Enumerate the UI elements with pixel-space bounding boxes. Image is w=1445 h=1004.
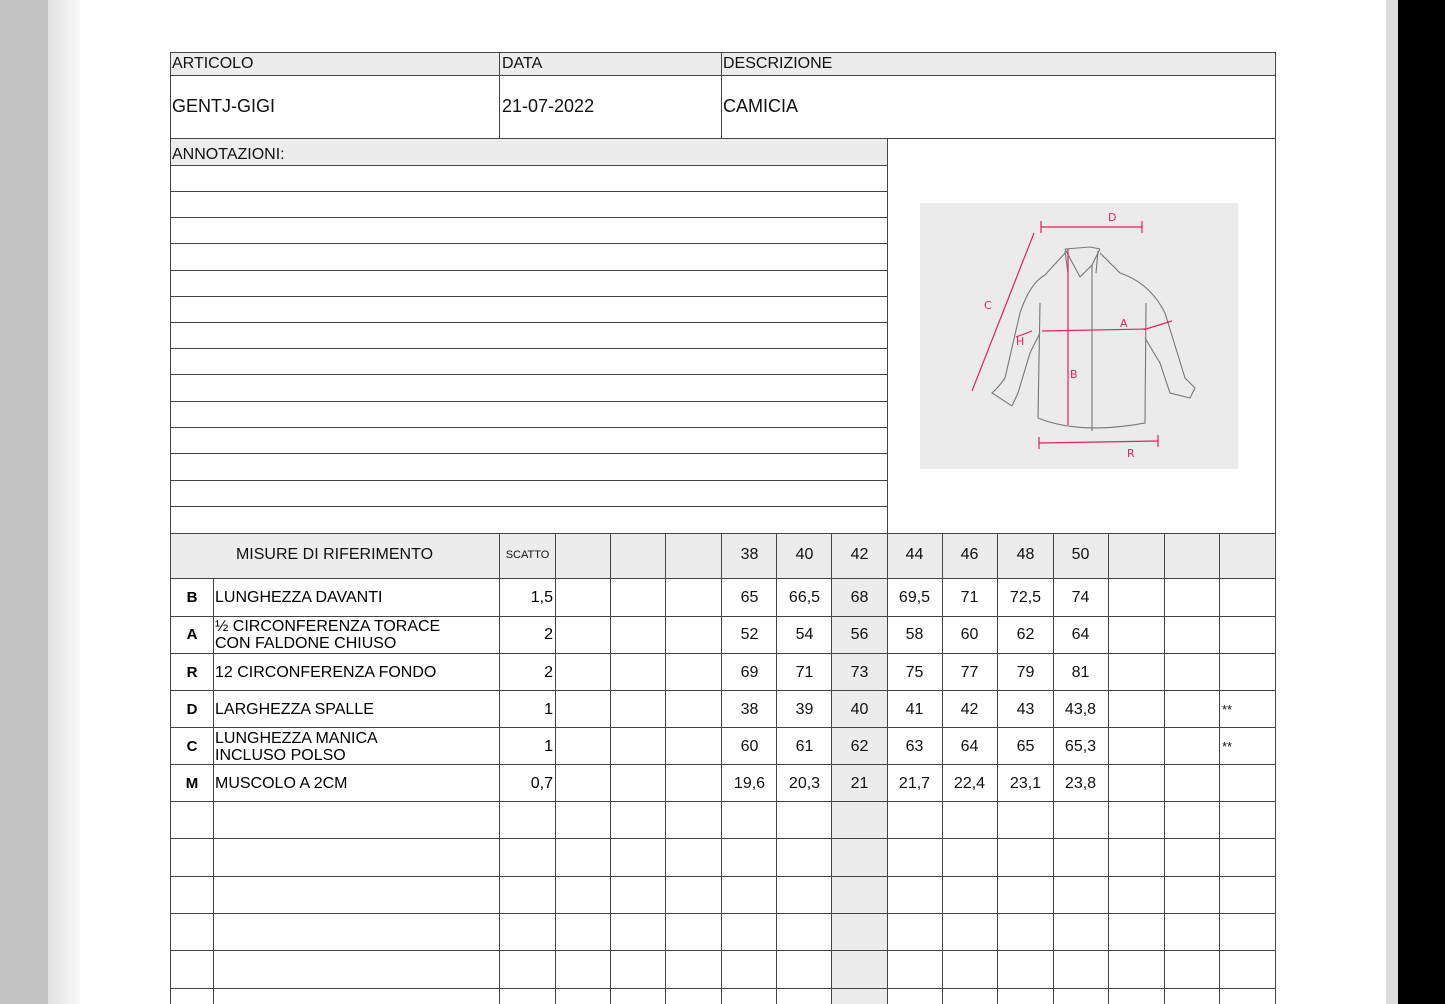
measure-value: 65 — [1016, 737, 1035, 755]
measure-value: 72,5 — [1009, 588, 1042, 606]
rule — [831, 533, 832, 1004]
measure-value: 54 — [795, 625, 814, 643]
annotation-line — [170, 374, 887, 375]
rule — [499, 533, 500, 1004]
rule — [170, 838, 1276, 839]
rule — [170, 913, 1276, 914]
measure-scatto: 1,5 — [530, 588, 553, 606]
annotation-line — [170, 270, 887, 271]
rule — [887, 138, 888, 533]
annotation-line — [170, 165, 887, 166]
rule — [170, 75, 1276, 76]
rule — [887, 533, 888, 1004]
page-edge-right — [1386, 0, 1398, 1004]
rule — [170, 616, 1276, 617]
page-shadow — [48, 0, 80, 1004]
marker-b: B — [1070, 368, 1078, 381]
annotation-line — [170, 217, 887, 218]
annotation-line — [170, 506, 887, 507]
size-header-46: 46 — [960, 546, 979, 563]
measure-r-line — [1039, 441, 1158, 443]
measure-value: 60 — [740, 737, 759, 755]
rule — [170, 988, 1276, 989]
size-header-50: 50 — [1071, 546, 1090, 563]
rule — [170, 653, 1276, 654]
measure-value: 75 — [905, 663, 924, 681]
measure-value: 64 — [960, 737, 979, 755]
annotation-line — [170, 427, 887, 428]
annotation-line — [170, 296, 887, 297]
annotazioni-label: ANNOTAZIONI: — [172, 146, 285, 163]
articolo-label: ARTICOLO — [172, 55, 254, 72]
rule — [213, 578, 214, 1004]
annotation-line — [170, 401, 887, 402]
rule — [170, 52, 171, 1004]
rule — [170, 578, 1276, 579]
size-header-48: 48 — [1016, 546, 1035, 563]
annotation-line — [170, 480, 887, 481]
size-header-40: 40 — [795, 546, 814, 563]
articolo-value: GENTJ-GIGI — [172, 96, 275, 116]
measure-value: 71 — [795, 663, 814, 681]
rule — [997, 533, 998, 1004]
rule — [1164, 533, 1165, 1004]
annotation-line — [170, 191, 887, 192]
annotation-line — [170, 243, 887, 244]
rule — [170, 727, 1276, 728]
measure-value: 81 — [1071, 663, 1090, 681]
measure-value: 66,5 — [788, 588, 821, 606]
measure-value: 40 — [850, 700, 869, 718]
measure-value: 20,3 — [788, 774, 821, 792]
size-header-44: 44 — [905, 546, 924, 563]
measure-value: 19,6 — [733, 774, 766, 792]
measure-scatto: 1 — [544, 700, 553, 718]
measure-value: 41 — [905, 700, 924, 718]
measure-value: 43 — [1016, 700, 1035, 718]
rule — [665, 533, 666, 1004]
measure-value: 62 — [850, 737, 869, 755]
measure-value: 60 — [960, 625, 979, 643]
rule — [610, 533, 611, 1004]
rule — [170, 876, 1276, 877]
measure-c-line — [972, 233, 1034, 391]
measure-scatto: 1 — [544, 737, 553, 755]
measure-letters — [984, 211, 1135, 460]
scatto-label: SCATTO — [505, 549, 550, 561]
rule — [499, 52, 500, 138]
annotation-line — [170, 322, 887, 323]
measures-title: MISURE DI RIFERIMENTO — [235, 546, 434, 563]
measure-scatto: 2 — [544, 663, 553, 681]
rule — [942, 533, 943, 1004]
size-header-38: 38 — [740, 546, 759, 563]
measure-value: 39 — [795, 700, 814, 718]
rule — [170, 801, 1276, 802]
measure-value: 77 — [960, 663, 979, 681]
measure-note: ** — [1222, 739, 1233, 754]
rule — [170, 764, 1276, 765]
measurement-lines — [972, 221, 1172, 449]
measure-value: 69 — [740, 663, 759, 681]
rule — [1053, 533, 1054, 1004]
measure-label: ½ CIRCONFERENZA TORACE CON FALDONE CHIUSO — [215, 617, 441, 652]
measure-value: 65 — [740, 588, 759, 606]
marker-a: A — [1120, 317, 1128, 330]
measure-label: MUSCOLO A 2CM — [215, 775, 348, 792]
shirt-sketch-drawing — [920, 203, 1238, 469]
measure-value: 71 — [960, 588, 979, 606]
rule — [170, 52, 1276, 53]
measure-value: 21 — [850, 774, 869, 792]
measure-label: LUNGHEZZA DAVANTI — [215, 589, 383, 606]
data-label: DATA — [502, 55, 543, 72]
rule — [721, 52, 722, 138]
data-value: 21-07-2022 — [502, 96, 595, 116]
marker-d: D — [1108, 211, 1117, 224]
rule — [555, 533, 556, 1004]
measure-value: 58 — [905, 625, 924, 643]
measure-value: 56 — [850, 625, 869, 643]
descrizione-value: CAMICIA — [723, 96, 799, 116]
size-header-42: 42 — [850, 546, 869, 563]
measure-value: 21,7 — [898, 774, 931, 792]
measure-value: 43,8 — [1064, 700, 1097, 718]
descrizione-label: DESCRIZIONE — [723, 55, 833, 72]
measure-code: A — [186, 626, 198, 643]
rule — [721, 533, 722, 1004]
measure-value: 42 — [960, 700, 979, 718]
measure-value: 52 — [740, 625, 759, 643]
shirt-sketch — [920, 203, 1238, 469]
measure-code: R — [186, 664, 198, 681]
measure-value: 64 — [1071, 625, 1090, 643]
measure-value: 68 — [850, 588, 869, 606]
rule — [170, 533, 1276, 534]
measure-value: 63 — [905, 737, 924, 755]
measure-code: M — [185, 775, 199, 792]
measure-label: LARGHEZZA SPALLE — [215, 701, 374, 718]
measure-code: D — [186, 701, 198, 718]
measure-scatto: 0,7 — [530, 774, 553, 792]
measure-value: 69,5 — [898, 588, 931, 606]
measure-code: B — [186, 589, 198, 606]
measure-value: 23,1 — [1009, 774, 1042, 792]
measure-value: 62 — [1016, 625, 1035, 643]
background-right — [1398, 0, 1445, 1004]
rule — [170, 690, 1276, 691]
rule — [1108, 533, 1109, 1004]
measure-value: 38 — [740, 700, 759, 718]
measure-value: 61 — [795, 737, 814, 755]
measure-value: 23,8 — [1064, 774, 1097, 792]
measure-value: 73 — [850, 663, 869, 681]
measure-value: 22,4 — [953, 774, 986, 792]
marker-r: R — [1127, 447, 1135, 460]
marker-c: C — [984, 299, 992, 312]
rule — [170, 950, 1276, 951]
measure-value: 65,3 — [1064, 737, 1097, 755]
annotation-line — [170, 453, 887, 454]
rule — [1219, 533, 1220, 1004]
measure-scatto: 2 — [544, 625, 553, 643]
measure-value: 79 — [1016, 663, 1035, 681]
measure-code: C — [186, 738, 198, 755]
rule — [776, 533, 777, 1004]
measure-label: 12 CIRCONFERENZA FONDO — [215, 664, 437, 681]
annotation-line — [170, 348, 887, 349]
measure-value: 74 — [1071, 588, 1090, 606]
measure-a-line — [1042, 329, 1146, 331]
measure-note: ** — [1222, 702, 1233, 717]
rule — [1275, 52, 1276, 1004]
measure-label: LUNGHEZZA MANICA INCLUSO POLSO — [215, 729, 378, 764]
marker-h: H — [1016, 335, 1025, 348]
